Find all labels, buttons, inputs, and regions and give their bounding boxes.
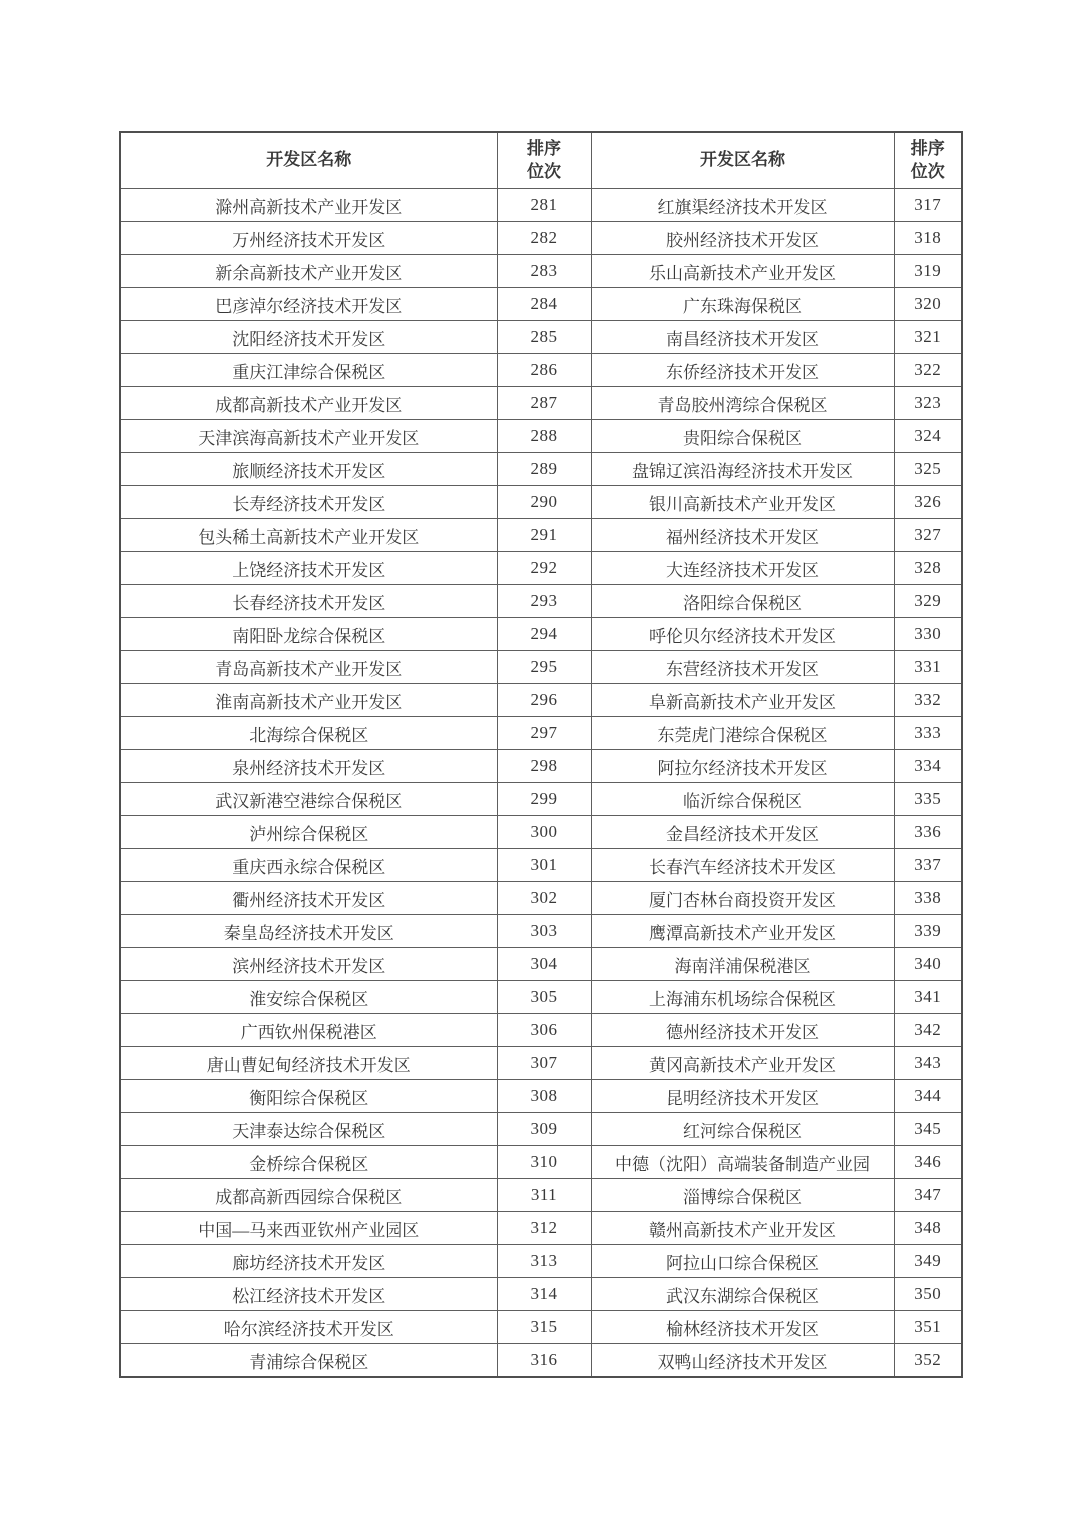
- table-row: [120, 255, 962, 288]
- rank-cell: 303: [497, 915, 591, 948]
- zone-name-cell: 大连经济技术开发区: [591, 552, 894, 585]
- zone-name-cell: 鹰潭高新技术产业开发区: [591, 915, 894, 948]
- rank-cell: 320: [894, 288, 962, 321]
- table-row: [120, 354, 962, 387]
- table-row: [120, 1344, 962, 1378]
- zone-name-cell: 贵阳综合保税区: [591, 420, 894, 453]
- rank-cell: 344: [894, 1080, 962, 1113]
- zone-name-cell: 重庆江津综合保税区: [120, 354, 497, 387]
- rank-cell: 298: [497, 750, 591, 783]
- header-rank-right-line1: 排序: [910, 138, 945, 158]
- rank-cell: 339: [894, 915, 962, 948]
- zone-name-cell: 淮南高新技术产业开发区: [120, 684, 497, 717]
- header-zone-name-right: 开发区名称: [591, 132, 894, 189]
- zone-name-cell: 青岛高新技术产业开发区: [120, 651, 497, 684]
- table-row: [120, 816, 962, 849]
- header-rank-right-line2: 位次: [910, 161, 945, 181]
- zone-name-cell: 滁州高新技术产业开发区: [120, 189, 497, 222]
- rank-cell: 309: [497, 1113, 591, 1146]
- zone-name-cell: 银川高新技术产业开发区: [591, 486, 894, 519]
- rank-cell: 284: [497, 288, 591, 321]
- rank-cell: 325: [894, 453, 962, 486]
- zone-name-cell: 阜新高新技术产业开发区: [591, 684, 894, 717]
- rank-cell: 292: [497, 552, 591, 585]
- rank-cell: 345: [894, 1113, 962, 1146]
- rank-cell: 314: [497, 1278, 591, 1311]
- table-row: [120, 1311, 962, 1344]
- zone-name-cell: 万州经济技术开发区: [120, 222, 497, 255]
- zone-name-cell: 乐山高新技术产业开发区: [591, 255, 894, 288]
- rank-cell: 332: [894, 684, 962, 717]
- zone-name-cell: 临沂综合保税区: [591, 783, 894, 816]
- zone-name-cell: 重庆西永综合保税区: [120, 849, 497, 882]
- zone-name-cell: 广东珠海保税区: [591, 288, 894, 321]
- zone-name-cell: 包头稀土高新技术产业开发区: [120, 519, 497, 552]
- zone-name-cell: 北海综合保税区: [120, 717, 497, 750]
- table-row: [120, 1179, 962, 1212]
- rank-cell: 319: [894, 255, 962, 288]
- table-row: [120, 585, 962, 618]
- rank-cell: 304: [497, 948, 591, 981]
- table-row: [120, 486, 962, 519]
- zone-name-cell: 东莞虎门港综合保税区: [591, 717, 894, 750]
- table-row: [120, 189, 962, 222]
- zone-name-cell: 长春经济技术开发区: [120, 585, 497, 618]
- zone-name-cell: 成都高新西园综合保税区: [120, 1179, 497, 1212]
- zone-name-cell: 新余高新技术产业开发区: [120, 255, 497, 288]
- table-row: [120, 519, 962, 552]
- zone-name-cell: 哈尔滨经济技术开发区: [120, 1311, 497, 1344]
- table-row: [120, 1113, 962, 1146]
- rank-cell: 285: [497, 321, 591, 354]
- rank-cell: 341: [894, 981, 962, 1014]
- rank-cell: 297: [497, 717, 591, 750]
- table-row: [120, 618, 962, 651]
- zone-name-cell: 中国—马来西亚钦州产业园区: [120, 1212, 497, 1245]
- zone-name-cell: 松江经济技术开发区: [120, 1278, 497, 1311]
- table-row: [120, 651, 962, 684]
- rank-cell: 287: [497, 387, 591, 420]
- rank-cell: 348: [894, 1212, 962, 1245]
- zone-name-cell: 红河综合保税区: [591, 1113, 894, 1146]
- zone-name-cell: 赣州高新技术产业开发区: [591, 1212, 894, 1245]
- zone-name-cell: 沈阳经济技术开发区: [120, 321, 497, 354]
- table-row: [120, 882, 962, 915]
- zone-name-cell: 中德（沈阳）高端装备制造产业园: [591, 1146, 894, 1179]
- zone-name-cell: 南昌经济技术开发区: [591, 321, 894, 354]
- zone-name-cell: 巴彦淖尔经济技术开发区: [120, 288, 497, 321]
- rank-cell: 326: [894, 486, 962, 519]
- rank-cell: 346: [894, 1146, 962, 1179]
- rank-cell: 340: [894, 948, 962, 981]
- rank-cell: 329: [894, 585, 962, 618]
- rank-cell: 305: [497, 981, 591, 1014]
- rank-cell: 336: [894, 816, 962, 849]
- zone-name-cell: 金桥综合保税区: [120, 1146, 497, 1179]
- zone-name-cell: 天津泰达综合保税区: [120, 1113, 497, 1146]
- table-row: [120, 948, 962, 981]
- rank-cell: 289: [497, 453, 591, 486]
- rank-cell: 331: [894, 651, 962, 684]
- zone-name-cell: 胶州经济技术开发区: [591, 222, 894, 255]
- table-row: [120, 387, 962, 420]
- rank-cell: 318: [894, 222, 962, 255]
- rank-cell: 324: [894, 420, 962, 453]
- zone-name-cell: 黄冈高新技术产业开发区: [591, 1047, 894, 1080]
- rank-cell: 282: [497, 222, 591, 255]
- rank-cell: 291: [497, 519, 591, 552]
- rank-cell: 281: [497, 189, 591, 222]
- header-rank-left: [497, 132, 591, 189]
- rank-cell: 310: [497, 1146, 591, 1179]
- zone-name-cell: 上饶经济技术开发区: [120, 552, 497, 585]
- rank-cell: 299: [497, 783, 591, 816]
- zone-name-cell: 德州经济技术开发区: [591, 1014, 894, 1047]
- table-row: [120, 420, 962, 453]
- zone-name-cell: 衡阳综合保税区: [120, 1080, 497, 1113]
- rank-cell: 347: [894, 1179, 962, 1212]
- zone-name-cell: 红旗渠经济技术开发区: [591, 189, 894, 222]
- table-row: [120, 1245, 962, 1278]
- table-row: [120, 1047, 962, 1080]
- zone-name-cell: 福州经济技术开发区: [591, 519, 894, 552]
- table-row: [120, 1146, 962, 1179]
- zone-name-cell: 昆明经济技术开发区: [591, 1080, 894, 1113]
- table-body: [120, 189, 962, 1378]
- rank-cell: 327: [894, 519, 962, 552]
- rank-cell: 321: [894, 321, 962, 354]
- rank-cell: 300: [497, 816, 591, 849]
- table-row: [120, 288, 962, 321]
- zone-name-cell: 秦皇岛经济技术开发区: [120, 915, 497, 948]
- zone-name-cell: 盘锦辽滨沿海经济技术开发区: [591, 453, 894, 486]
- zone-name-cell: 榆林经济技术开发区: [591, 1311, 894, 1344]
- rank-cell: 338: [894, 882, 962, 915]
- ranking-table-container: [119, 131, 963, 1378]
- zone-name-cell: 长春汽车经济技术开发区: [591, 849, 894, 882]
- table-row: [120, 1212, 962, 1245]
- zone-name-cell: 阿拉尔经济技术开发区: [591, 750, 894, 783]
- table-row: [120, 1278, 962, 1311]
- table-row: [120, 321, 962, 354]
- table-row: [120, 222, 962, 255]
- zone-name-cell: 广西钦州保税港区: [120, 1014, 497, 1047]
- rank-cell: 334: [894, 750, 962, 783]
- rank-cell: 283: [497, 255, 591, 288]
- rank-cell: 349: [894, 1245, 962, 1278]
- zone-name-cell: 东侨经济技术开发区: [591, 354, 894, 387]
- zone-name-cell: 青岛胶州湾综合保税区: [591, 387, 894, 420]
- zone-name-cell: 唐山曹妃甸经济技术开发区: [120, 1047, 497, 1080]
- header-row: [120, 132, 962, 189]
- zone-name-cell: 南阳卧龙综合保税区: [120, 618, 497, 651]
- rank-cell: 286: [497, 354, 591, 387]
- rank-cell: 351: [894, 1311, 962, 1344]
- rank-cell: 302: [497, 882, 591, 915]
- rank-cell: 316: [497, 1344, 591, 1378]
- rank-cell: 333: [894, 717, 962, 750]
- zone-name-cell: 泉州经济技术开发区: [120, 750, 497, 783]
- table-row: [120, 1014, 962, 1047]
- table-row: [120, 453, 962, 486]
- rank-cell: 342: [894, 1014, 962, 1047]
- zone-name-cell: 青浦综合保税区: [120, 1344, 497, 1378]
- zone-name-cell: 武汉新港空港综合保税区: [120, 783, 497, 816]
- zone-name-cell: 阿拉山口综合保税区: [591, 1245, 894, 1278]
- rank-cell: 323: [894, 387, 962, 420]
- zone-name-cell: 衢州经济技术开发区: [120, 882, 497, 915]
- zone-name-cell: 长寿经济技术开发区: [120, 486, 497, 519]
- table-row: [120, 981, 962, 1014]
- zone-name-cell: 厦门杏林台商投资开发区: [591, 882, 894, 915]
- rank-cell: 307: [497, 1047, 591, 1080]
- table-row: [120, 717, 962, 750]
- rank-cell: 350: [894, 1278, 962, 1311]
- rank-cell: 306: [497, 1014, 591, 1047]
- rank-cell: 311: [497, 1179, 591, 1212]
- header-rank-right: [894, 132, 962, 189]
- rank-cell: 313: [497, 1245, 591, 1278]
- rank-cell: 296: [497, 684, 591, 717]
- rank-cell: 317: [894, 189, 962, 222]
- table-row: [120, 783, 962, 816]
- rank-cell: 328: [894, 552, 962, 585]
- table-row: [120, 915, 962, 948]
- rank-cell: 293: [497, 585, 591, 618]
- zone-name-cell: 金昌经济技术开发区: [591, 816, 894, 849]
- zone-name-cell: 呼伦贝尔经济技术开发区: [591, 618, 894, 651]
- rank-cell: 288: [497, 420, 591, 453]
- rank-cell: 337: [894, 849, 962, 882]
- table-row: [120, 750, 962, 783]
- rank-cell: 343: [894, 1047, 962, 1080]
- zone-name-cell: 淮安综合保税区: [120, 981, 497, 1014]
- header-rank-left-line2: 位次: [527, 161, 561, 181]
- zone-name-cell: 海南洋浦保税港区: [591, 948, 894, 981]
- zone-name-cell: 廊坊经济技术开发区: [120, 1245, 497, 1278]
- development-zone-ranking-table: [119, 131, 963, 1378]
- zone-name-cell: 泸州综合保税区: [120, 816, 497, 849]
- zone-name-cell: 东营经济技术开发区: [591, 651, 894, 684]
- rank-cell: 322: [894, 354, 962, 387]
- rank-cell: 312: [497, 1212, 591, 1245]
- table-row: [120, 552, 962, 585]
- table-header: [120, 132, 962, 189]
- zone-name-cell: 双鸭山经济技术开发区: [591, 1344, 894, 1378]
- header-zone-name-left: 开发区名称: [120, 132, 497, 189]
- zone-name-cell: 武汉东湖综合保税区: [591, 1278, 894, 1311]
- rank-cell: 335: [894, 783, 962, 816]
- rank-cell: 301: [497, 849, 591, 882]
- table-row: [120, 849, 962, 882]
- zone-name-cell: 淄博综合保税区: [591, 1179, 894, 1212]
- zone-name-cell: 旅顺经济技术开发区: [120, 453, 497, 486]
- zone-name-cell: 上海浦东机场综合保税区: [591, 981, 894, 1014]
- header-rank-left-line1: 排序: [527, 138, 561, 158]
- rank-cell: 330: [894, 618, 962, 651]
- rank-cell: 315: [497, 1311, 591, 1344]
- table-row: [120, 684, 962, 717]
- rank-cell: 352: [894, 1344, 962, 1378]
- rank-cell: 308: [497, 1080, 591, 1113]
- zone-name-cell: 滨州经济技术开发区: [120, 948, 497, 981]
- rank-cell: 290: [497, 486, 591, 519]
- zone-name-cell: 洛阳综合保税区: [591, 585, 894, 618]
- zone-name-cell: 天津滨海高新技术产业开发区: [120, 420, 497, 453]
- zone-name-cell: 成都高新技术产业开发区: [120, 387, 497, 420]
- rank-cell: 295: [497, 651, 591, 684]
- table-row: [120, 1080, 962, 1113]
- rank-cell: 294: [497, 618, 591, 651]
